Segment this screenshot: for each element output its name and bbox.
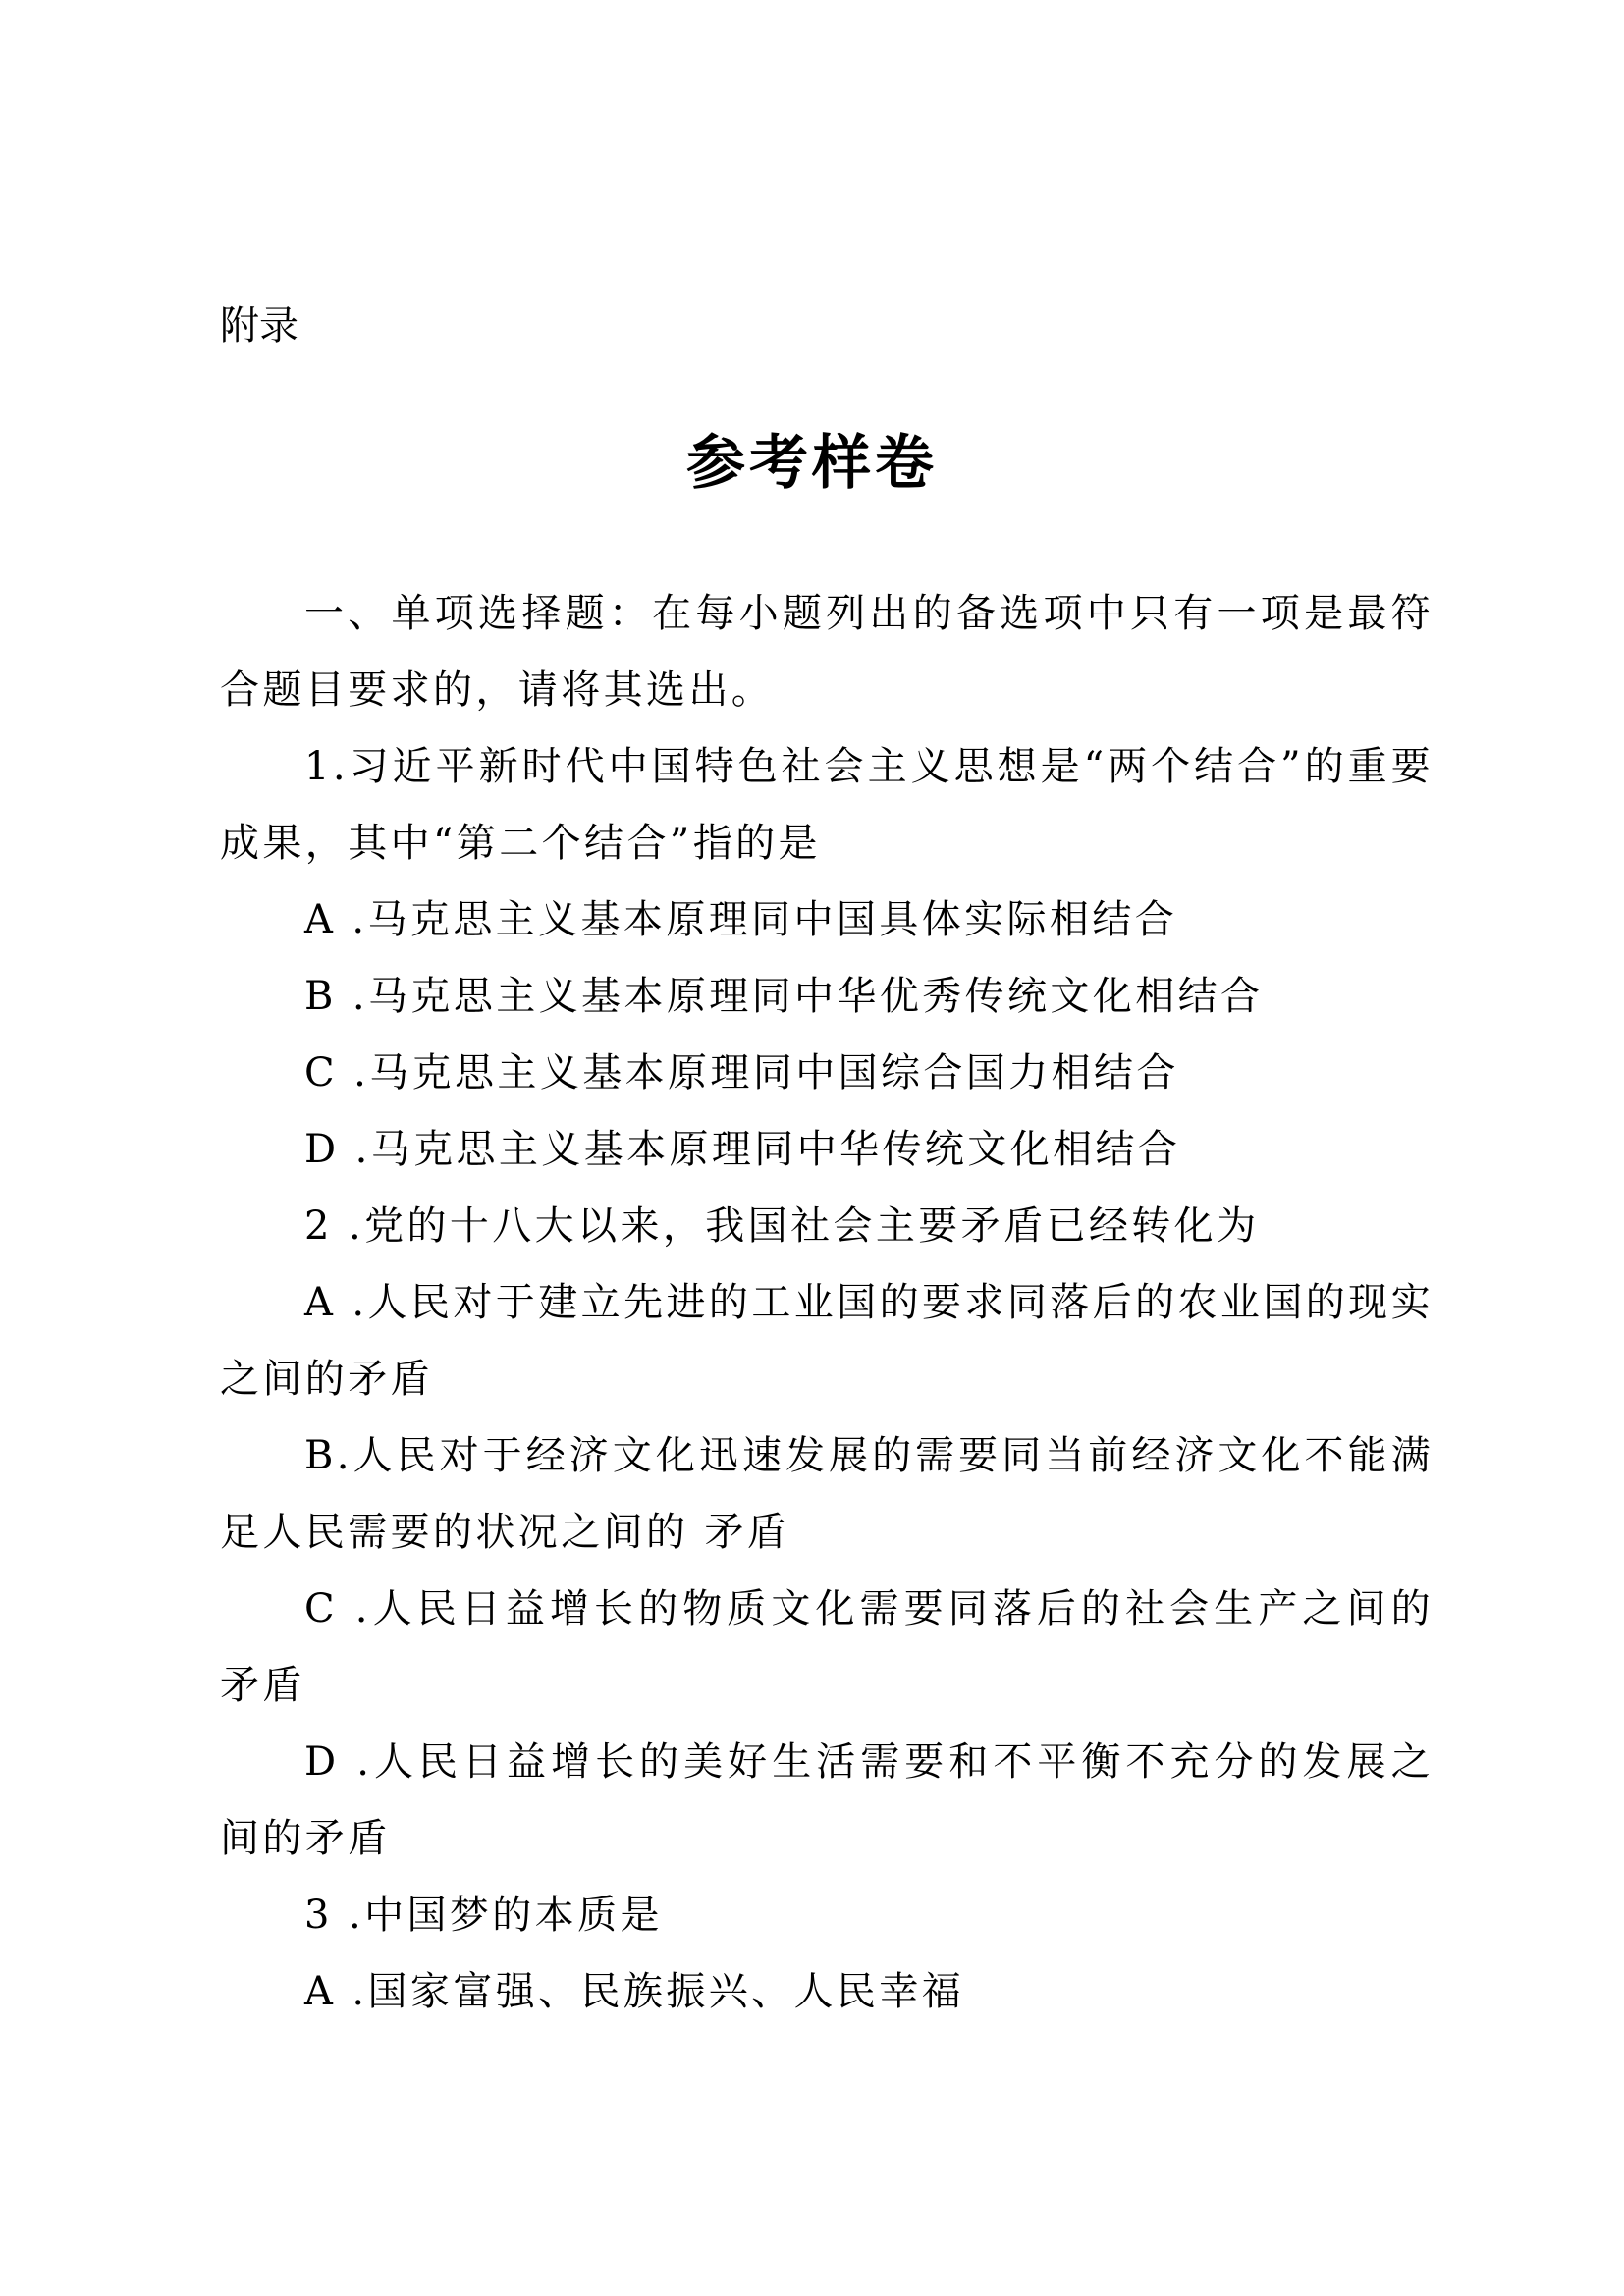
question-2-option-a: A .人民对于建立先进的工业国的要求同落后的农业国的现实之间的矛盾: [220, 1280, 1434, 1402]
appendix-label: 附录: [220, 303, 298, 348]
question-3-stem: 3 .中国梦的本质是: [304, 1893, 663, 1938]
exam-body: [220, 575, 1434, 2030]
question-2-option-d: D .人民日益增长的美好生活需要和不平衡不充分的发展之间的矛盾: [220, 1739, 1434, 1861]
question-2-option-c: C .人民日益增长的物质文化需要同落后的社会生产之间的矛盾: [220, 1586, 1434, 1708]
question-1-option-a: A .马克思主义基本原理同中国具体实际相结合: [304, 897, 1178, 942]
question-2-stem: 2 .党的十八大以来，我国社会主要矛盾已经转化为: [304, 1203, 1260, 1249]
question-1-stem: 1.习近平新时代中国特色社会主义思想是“两个结合”的重要成果，其中“第二个结合”指的是: [220, 744, 1434, 866]
page-title: 参考样卷: [686, 429, 938, 498]
question-1-option-c: C .马克思主义基本原理同中国综合国力相结合: [304, 1050, 1179, 1095]
question-1-option-b: B .马克思主义基本原理同中华优秀传统文化相结合: [304, 974, 1264, 1019]
question-2-option-b: B.人民对于经济文化迅速发展的需要同当前经济文化不能满足人民需要的状况之间的 矛盾: [220, 1433, 1434, 1555]
question-3-option-a: A .国家富强、民族振兴、人民幸福: [304, 1969, 965, 2014]
section-instruction: 一、单项选择题：在每小题列出的备选项中只有一项是最符合题目要求的，请将其选出。: [220, 591, 1434, 713]
question-1-option-d: D .马克思主义基本原理同中华传统文化相结合: [304, 1127, 1181, 1172]
